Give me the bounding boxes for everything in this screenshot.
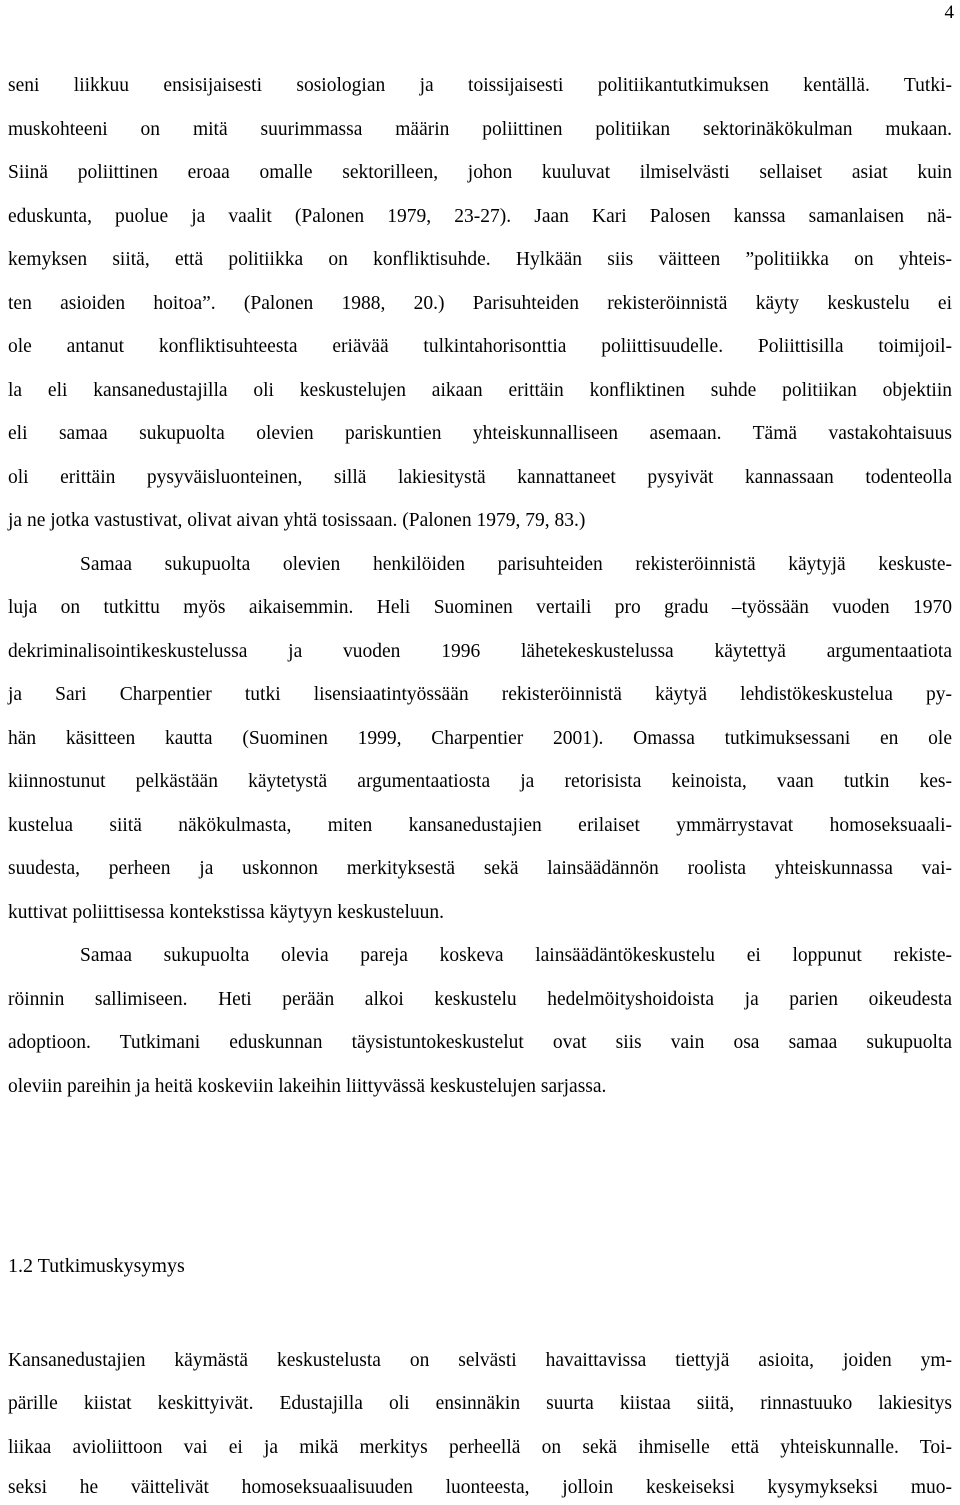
text-line: kiinnostunut pelkästään käytetystä argumentaatiosta ja retorisista keinoista, vaan tutkin kes- [8,771,952,792]
text-line: kuttivat poliittisessa kontekstissa käytyyn keskusteluun. [8,902,445,923]
text-line: Samaa sukupuolta olevien henkilöiden parisuhteiden rekisteröinnistä käytyjä keskuste- [80,554,952,575]
text-line: Siinä poliittinen eroaa omalle sektorilleen, johon kuuluvat ilmiselvästi sellaiset asiat kuin [8,162,952,183]
text-line: eli samaa sukupuolta olevien pariskuntien yhteiskunnalliseen asemaan. Tämä vastakohtaisuus [8,423,952,444]
text-line: la eli kansanedustajilla oli keskustelujen aikaan erittäin konfliktinen suhde politiikan objektiin [8,380,952,401]
text-line: ole antanut konfliktisuhteesta eriävää tulkintahorisonttia poliittisuudelle. Poliittisilla toimijoil- [8,336,952,357]
text-line: pärille kiistat keskittyivät. Edustajilla oli ensinnäkin suurta kiistaa siitä, rinnastuuko lakiesitys [8,1393,952,1414]
text-line: oleviin pareihin ja heitä koskeviin lakeihin liittyvässä keskustelujen sarjassa. [8,1076,607,1097]
text-line: seni liikkuu ensisijaisesti sosiologian ja toissijaisesti politiikantutkimuksen kentällä. Tutki- [8,75,952,96]
section-heading: 1.2 Tutkimuskysymys [8,1255,185,1277]
text-line: ja Sari Charpentier tutki lisensiaatintyössään rekisteröinnistä käytyä lehdistökeskustelua py- [8,684,952,705]
text-line: muskohteeni on mitä suurimmassa määrin poliittinen politiikan sektorinäkökulman mukaan. [8,119,952,140]
text-line: kustelua siitä näkökulmasta, miten kansanedustajien erilaiset ymmärrystavat homoseksuaali- [8,815,952,836]
text-line: liikaa avioliittoon vai ei ja mikä merkitys perheellä on sekä ihmiselle että yhteiskunnalle. Toi- [8,1437,952,1458]
text-line: ten asioiden hoitoa”. (Palonen 1988, 20.) Parisuhteiden rekisteröinnistä käyty keskustelu ei [8,293,952,314]
page-number: 4 [944,2,954,23]
text-line: ja ne jotka vastustivat, olivat aivan yhtä tosissaan. (Palonen 1979, 79, 83.) [8,510,586,531]
text-line: Kansanedustajien käymästä keskustelusta on selvästi havaittavissa tiettyjä asioita, joiden ym- [8,1350,952,1371]
text-line: eduskunta, puolue ja vaalit (Palonen 1979, 23-27). Jaan Kari Palosen kanssa samanlaisen nä- [8,206,952,227]
text-line: suudesta, perheen ja uskonnon merkityksestä sekä lainsäädännön roolista yhteiskunnassa vai- [8,858,952,879]
text-line: adoptioon. Tutkimani eduskunnan täysistuntokeskustelut ovat siis vain osa samaa sukupuolta [8,1032,952,1053]
text-line: oli erittäin pysyväisluonteinen, sillä lakiesitystä kannattaneet pysyivät kannassaan todenteolla [8,467,952,488]
text-line: Samaa sukupuolta olevia pareja koskeva lainsäädäntökeskustelu ei loppunut rekiste- [80,945,952,966]
text-line: dekriminalisointikeskustelussa ja vuoden 1996 lähetekeskustelussa käytettyä argumentaatiota [8,641,952,662]
text-line: seksi he väittelivät homoseksuaalisuuden luonteesta, jolloin keskeiseksi kysymykseksi muo- [8,1477,952,1498]
text-line: hän käsitteen kautta (Suominen 1999, Charpentier 2001). Omassa tutkimuksessani en ole [8,728,952,749]
text-line: kemyksen siitä, että politiikka on konfliktisuhde. Hylkään siis väitteen ”politiikka on yhteis- [8,249,952,270]
text-line: röinnin sallimiseen. Heti perään alkoi keskustelu hedelmöityshoidoista ja parien oikeudesta [8,989,952,1010]
text-line: luja on tutkittu myös aikaisemmin. Heli Suominen vertaili pro gradu –työssään vuoden 1970 [8,597,952,618]
